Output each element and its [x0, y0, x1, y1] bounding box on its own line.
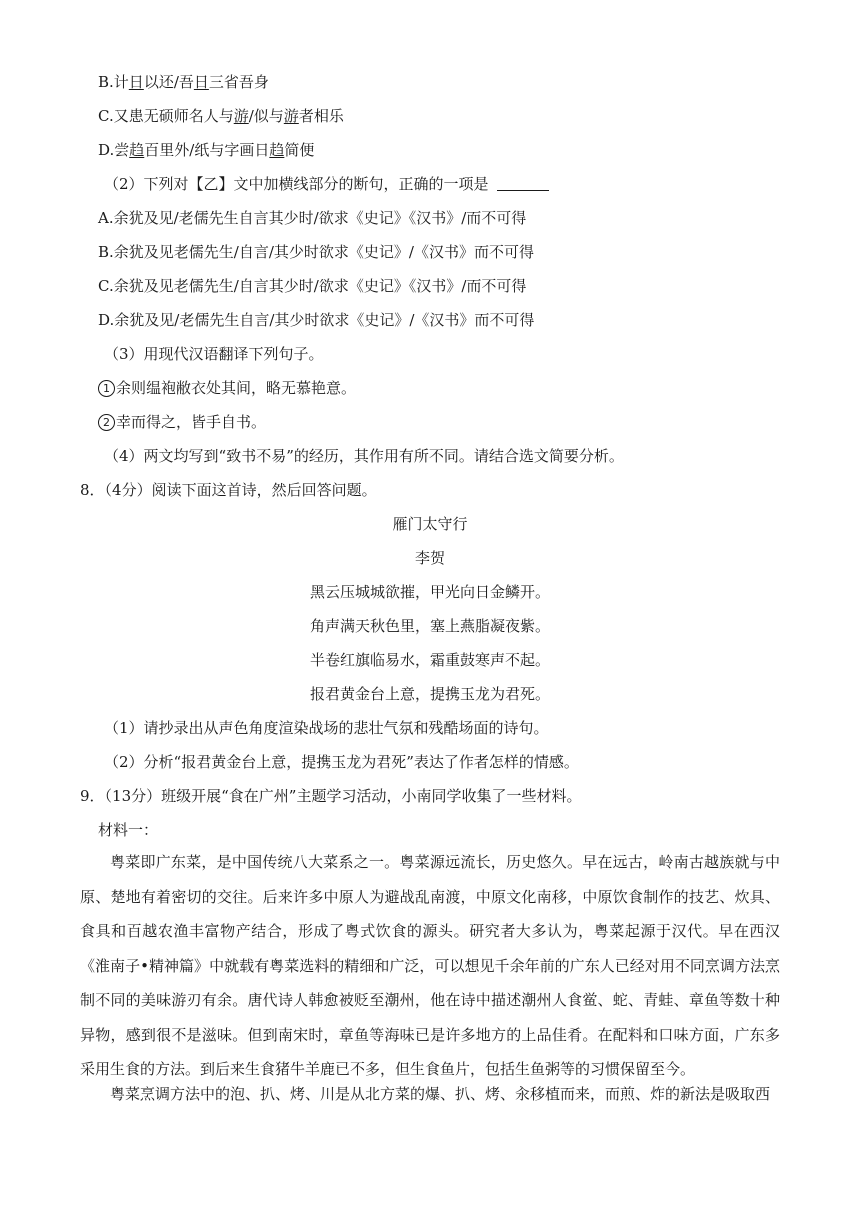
poem-line: 半卷红旗临易水，霜重鼓寒声不起。	[309, 651, 550, 669]
q7-sub3-sentence-1	[98, 378, 356, 398]
poem-line: 黑云压城城欲摧，甲光向日金鳞开。	[309, 583, 550, 601]
q7-option-d	[98, 140, 314, 160]
poem-line: 报君黄金台上意，提携玉龙为君死。	[309, 685, 550, 703]
sentence-text: 余则缊袍敝衣处其间，略无慕艳意。	[116, 379, 357, 397]
q9-stem: 9．（13分）班级开展“食在广州”主题学习活动，小南同学收集了一些材料。	[80, 787, 582, 805]
underlined-word: 日	[193, 73, 209, 91]
underlined-word: 游	[283, 107, 299, 125]
option-text: D.尝	[98, 141, 130, 159]
q7-sub3-stem: （3）用现代汉语翻译下列句子。	[104, 345, 324, 363]
option-text: 以还/吾	[143, 73, 194, 91]
material-label: 材料一：	[98, 821, 159, 839]
q7-sub2-option-b: B.余犹及见老儒先生/自言/其少时欲求《史记》/《汉书》而不可得	[98, 243, 534, 261]
option-text: B.计	[98, 73, 129, 91]
material-paragraph-1: 粤菜即广东菜，是中国传统八大菜系之一。粤菜源远流长，历史悠久。早在远古，岭南古越族就与中原、楚地有着密切的交往。后来许多中原人为避战乱南渡，中原文化南移，中原饮食制作的技艺、炊具、食具和百越农渔丰富物产结合，形成了粤式饮食的源头。研究者大多认为，粤菜起源于汉代。早在西汉《淮南子•精神篇》中就载有粤菜选料的精细和广泛，可以想见千余年前的广东人已经对用不同烹调方法烹制不同的美味游刃有余。唐代诗人韩愈被贬至潮州，他在诗中描述潮州人食鲎、蛇、青蛙、章鱼等数十种异物，感到很不是滋味。但到南宋时，章鱼等海味已是许多地方的上品佳肴。在配料和口味方面，广东多采用生食的方法。到后来生食猪牛羊鹿已不多，但生食鱼片，包括生鱼粥等的习惯保留至今。	[80, 853, 780, 1078]
option-text: 三省吾身	[208, 73, 269, 91]
q7-sub2-option-c: C.余犹及见老儒先生/自言其少时/欲求《史记》《汉书》/而不可得	[98, 277, 527, 295]
poem-title: 雁门太守行	[392, 515, 468, 533]
answer-blank[interactable]	[497, 176, 549, 191]
underlined-word: 趋	[269, 141, 285, 159]
material-paragraph-2: 粤菜烹调方法中的泡、扒、烤、川是从北方菜的爆、扒、烤、汆移植而来，而煎、炸的新法是吸取西	[110, 1085, 771, 1103]
q7-option-b	[98, 72, 269, 92]
poem-line: 角声满天秋色里，塞上燕脂凝夜紫。	[309, 617, 550, 635]
q8-sub2: （2）分析“报君黄金台上意，提携玉龙为君死”表达了作者怎样的情感。	[104, 753, 579, 771]
q7-option-c	[98, 106, 344, 126]
option-text: 百里外/纸与字画日	[144, 141, 270, 159]
circled-number-1: 1	[98, 380, 115, 397]
q8-sub1: （1）请抄录出从声色角度渲染战场的悲壮气氛和残酷场面的诗句。	[104, 719, 549, 737]
underlined-word: 日	[128, 73, 144, 91]
option-text: 者相乐	[298, 107, 344, 125]
question-text: （2）下列对【乙】文中加横线部分的断句，正确的一项是	[104, 175, 489, 193]
q7-sub2-option-a: A.余犹及见/老儒先生自言其少时/欲求《史记》《汉书》/而不可得	[98, 209, 527, 227]
poem-author: 李贺	[414, 549, 445, 567]
sentence-text: 幸而得之，皆手自书。	[116, 413, 267, 431]
option-text: C.又患无硕师名人与	[98, 107, 234, 125]
underlined-word: 游	[233, 107, 249, 125]
option-text: /似与	[248, 107, 284, 125]
q7-sub3-sentence-2	[98, 412, 266, 432]
option-text: 简便	[284, 141, 315, 159]
q8-stem: 8．（4分）阅读下面这首诗，然后回答问题。	[80, 481, 377, 499]
q7-sub4-stem: （4）两文均写到“致书不易”的经历，其作用有所不同。请结合选文简要分析。	[104, 447, 624, 465]
q7-sub2-stem	[104, 174, 549, 194]
q7-sub2-option-d: D.余犹及见/老儒先生自言/其少时欲求《史记》/《汉书》而不可得	[98, 311, 535, 329]
underlined-word: 趋	[129, 141, 145, 159]
circled-number-2: 2	[98, 414, 115, 431]
